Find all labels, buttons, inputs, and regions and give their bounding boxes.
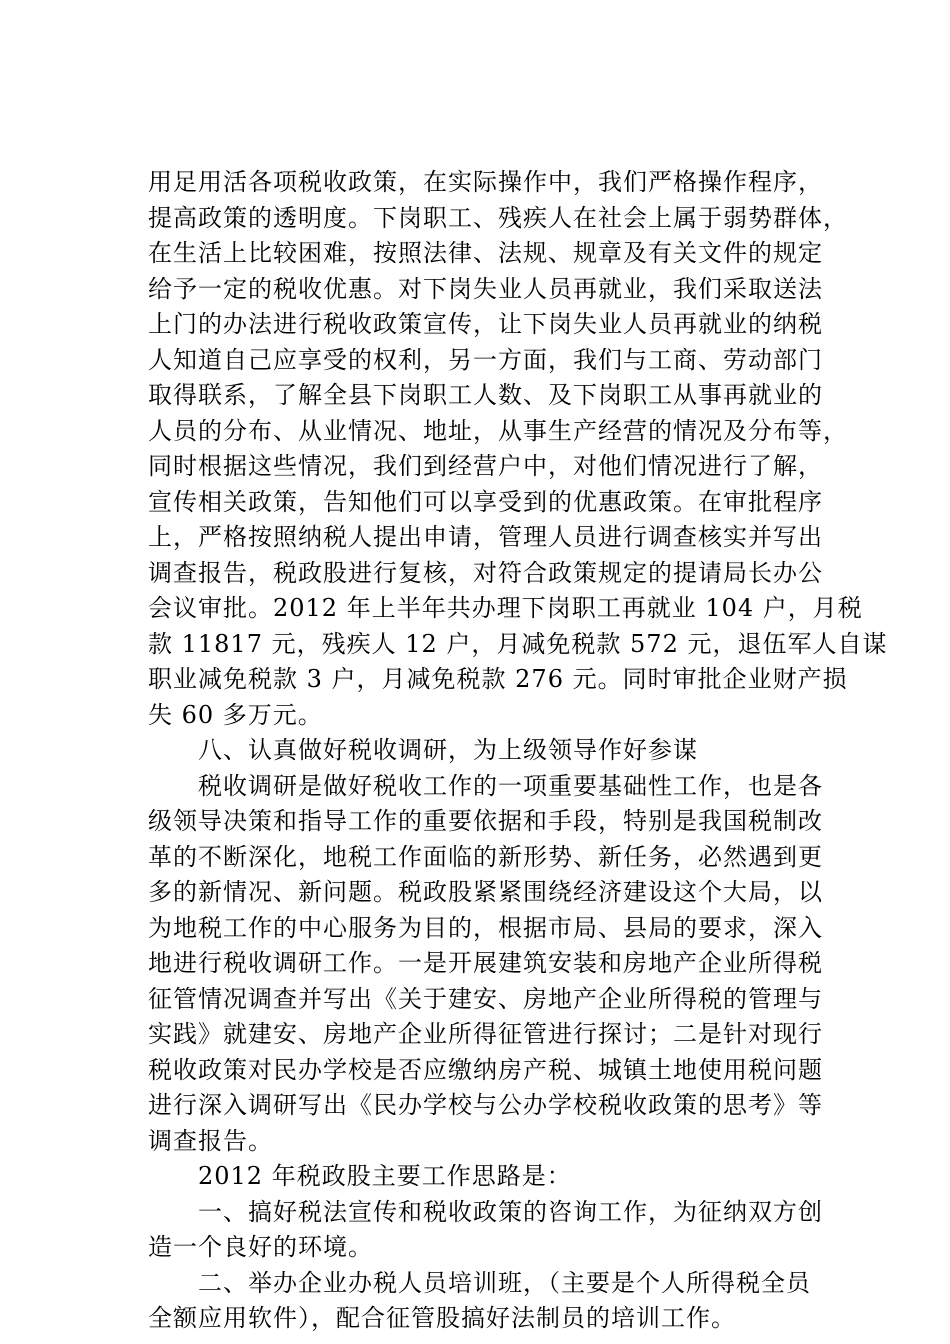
body-line: 在生活上比较困难，按照法律、法规、规章及有关文件的规定 [148, 239, 823, 267]
body-line: 二、举办企业办税人员培训班，（主要是个人所得税全员 [148, 1269, 811, 1297]
body-line: 地进行税收调研工作。一是开展建筑安装和房地产企业所得税 [148, 949, 823, 977]
body-line: 职业减免税款 3 户，月减免税款 276 元。同时审批企业财产损 [148, 665, 848, 693]
body-line: 失 60 多万元。 [148, 701, 323, 729]
body-line: 人知道自己应享受的权利，另一方面，我们与工商、劳动部门 [148, 346, 823, 374]
body-line: 一、搞好税法宣传和税收政策的咨询工作，为征纳双方创 [148, 1198, 823, 1226]
body-line: 人员的分布、从业情况、地址，从事生产经营的情况及分布等， [148, 417, 848, 445]
body-line: 上，严格按照纳税人提出申请，管理人员进行调查核实并写出 [148, 523, 823, 551]
body-line: 调查报告。 [148, 1127, 273, 1155]
body-line: 给予一定的税收优惠。对下岗失业人员再就业，我们采取送法 [148, 275, 823, 303]
body-line: 造一个良好的环境。 [148, 1233, 373, 1261]
body-line: 征管情况调查并写出《关于建安、房地产企业所得税的管理与 [148, 985, 823, 1013]
body-line: 为地税工作的中心服务为目的，根据市局、县局的要求，深入 [148, 914, 823, 942]
section-heading: 八、认真做好税收调研，为上级领导作好参谋 [148, 736, 698, 764]
body-line: 取得联系，了解全县下岗职工人数、及下岗职工从事再就业的 [148, 381, 823, 409]
body-line: 同时根据这些情况，我们到经营户中，对他们情况进行了解， [148, 452, 823, 480]
body-line: 宣传相关政策，告知他们可以享受到的优惠政策。在审批程序 [148, 488, 823, 516]
body-line: 提高政策的透明度。下岗职工、残疾人在社会上属于弱势群体， [148, 204, 848, 232]
body-line: 税收政策对民办学校是否应缴纳房产税、城镇土地使用税问题 [148, 1056, 823, 1084]
body-line: 2012 年税政股主要工作思路是： [148, 1162, 572, 1190]
body-line: 款 11817 元，残疾人 12 户，月减免税款 572 元，退伍军人自谋 [148, 630, 888, 658]
body-line: 上门的办法进行税收政策宣传，让下岗失业人员再就业的纳税 [148, 310, 823, 338]
body-line: 会议审批。2012 年上半年共办理下岗职工再就业 104 户，月税 [148, 594, 863, 622]
body-line: 革的不断深化，地税工作面临的新形势、新任务，必然遇到更 [148, 843, 823, 871]
body-line: 全额应用软件），配合征管股搞好法制员的培训工作。 [148, 1304, 736, 1332]
body-line: 实践》就建安、房地产企业所得征管进行探讨；二是针对现行 [148, 1020, 823, 1048]
body-line: 税收调研是做好税收工作的一项重要基础性工作，也是各 [148, 772, 823, 800]
body-line: 用足用活各项税收政策，在实际操作中，我们严格操作程序， [148, 168, 823, 196]
body-line: 级领导决策和指导工作的重要依据和手段，特别是我国税制改 [148, 807, 823, 835]
body-line: 调查报告，税政股进行复核，对符合政策规定的提请局长办公 [148, 559, 823, 587]
body-line: 多的新情况、新问题。税政股紧紧围绕经济建设这个大局，以 [148, 878, 823, 906]
body-line: 进行深入调研写出《民办学校与公办学校税收政策的思考》等 [148, 1091, 823, 1119]
